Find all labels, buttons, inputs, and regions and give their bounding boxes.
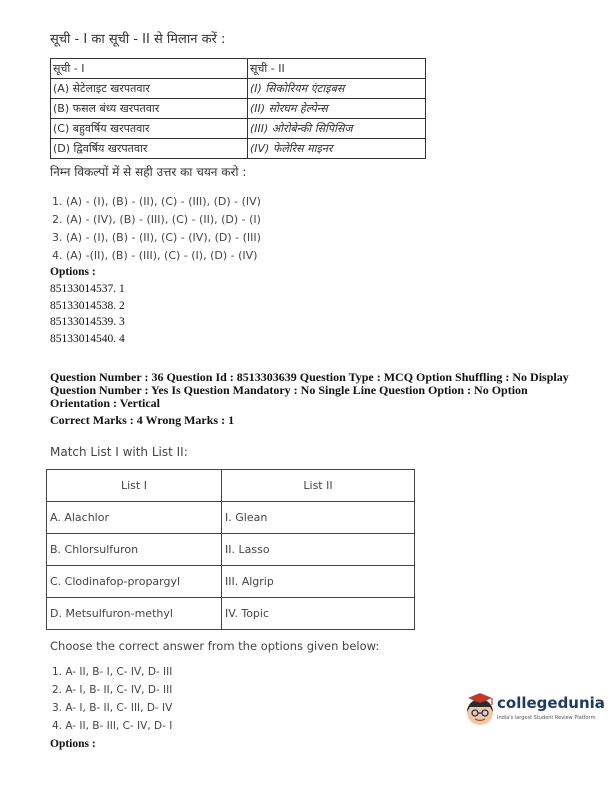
table-header-row bbox=[47, 470, 415, 502]
table-header-cell: सूची - II bbox=[248, 59, 426, 79]
table-row bbox=[47, 566, 415, 598]
table-cell: (III) ओरोबेन्की सिपिसिज bbox=[248, 119, 426, 139]
option-id: 85133014539. 3 bbox=[50, 316, 125, 328]
match-table bbox=[46, 469, 415, 630]
table-cell: (C) बहुवर्षिय खरपतवार bbox=[51, 119, 248, 139]
table-cell: A. Alachlor bbox=[47, 502, 222, 534]
table-row bbox=[51, 139, 426, 159]
table-row bbox=[51, 99, 426, 119]
question-heading: Match List I with List II: bbox=[50, 445, 188, 459]
table-cell: (D) द्विवर्षिय खरपतवार bbox=[51, 139, 248, 159]
table-cell: I. Glean bbox=[222, 502, 415, 534]
brand-tagline: India's largest Student Review Platform bbox=[497, 715, 596, 721]
table-cell: (II) सोरघम हेल्पेन्स bbox=[248, 99, 426, 119]
table-cell: D. Metsulfuron-methyl bbox=[47, 598, 222, 630]
brand-name: collegedunia bbox=[497, 694, 605, 712]
option-id: 85133014538. 2 bbox=[50, 300, 125, 312]
options-label: Options : bbox=[50, 738, 96, 750]
answer-choice: 4. A- II, B- III, C- IV, D- I bbox=[52, 720, 173, 732]
table-cell: (IV) फेलेरिस माइनर bbox=[248, 139, 426, 159]
table-cell: (A) सेटेलाइट खरपतवार bbox=[51, 79, 248, 99]
hindi-question-heading: सूची - I का सूची - II से मिलान करें : bbox=[50, 32, 226, 47]
table-header-cell: सूची - I bbox=[51, 59, 248, 79]
table-cell: C. Clodinafop-propargyl bbox=[47, 566, 222, 598]
answer-choice: 2. A- I, B- II, C- IV, D- III bbox=[52, 684, 173, 696]
answer-choice: 1. (A) - (I), (B) - (II), (C) - (III), (D) - (IV) bbox=[52, 195, 261, 208]
answer-choice: 3. A- I, B- II, C- III, D- IV bbox=[52, 702, 173, 714]
table-row bbox=[47, 502, 415, 534]
answer-choice: 3. (A) - (I), (B) - (II), (C) - (IV), (D) - (III) bbox=[52, 231, 261, 244]
question-meta-line: Question Number : Yes Is Question Mandatory : No Single Line Question Option : No Option bbox=[50, 383, 528, 397]
question-meta-line: Question Number : 36 Question Id : 8513303639 Question Type : MCQ Option Shuffling : No Display bbox=[50, 370, 569, 384]
answer-choice: 2. (A) - (IV), (B) - (III), (C) - (II), (D) - (I) bbox=[52, 213, 261, 226]
option-id: 85133014537. 1 bbox=[50, 283, 125, 295]
table-row bbox=[51, 119, 426, 139]
answer-choice: 1. A- II, B- I, C- IV, D- III bbox=[52, 666, 173, 678]
marks-line: Correct Marks : 4 Wrong Marks : 1 bbox=[50, 413, 235, 427]
table-row bbox=[51, 79, 426, 99]
table-header-cell: List I bbox=[47, 470, 222, 502]
table-cell: (B) फसल बंध्य खरपतवार bbox=[51, 99, 248, 119]
table-cell: B. Chlorsulfuron bbox=[47, 534, 222, 566]
question-instruction: Choose the correct answer from the options given below: bbox=[50, 639, 380, 653]
hindi-instruction: निम्न विकल्पों में से सही उत्तर का चयन करो : bbox=[50, 165, 247, 179]
table-cell: II. Lasso bbox=[222, 534, 415, 566]
table-header-cell: List II bbox=[222, 470, 415, 502]
option-id: 85133014540. 4 bbox=[50, 333, 125, 345]
table-cell: (I) सिकोरियम एंटाइबस bbox=[248, 79, 426, 99]
table-row bbox=[47, 598, 415, 630]
question-meta-line: Orientation : Vertical bbox=[50, 396, 160, 410]
table-cell: III. Algrip bbox=[222, 566, 415, 598]
table-row bbox=[47, 534, 415, 566]
table-cell: IV. Topic bbox=[222, 598, 415, 630]
hindi-match-table bbox=[50, 58, 426, 159]
options-label: Options : bbox=[50, 266, 96, 278]
answer-choice: 4. (A) -(II), (B) - (III), (C) - (I), (D) - (IV) bbox=[52, 249, 258, 262]
table-header-row bbox=[51, 59, 426, 79]
